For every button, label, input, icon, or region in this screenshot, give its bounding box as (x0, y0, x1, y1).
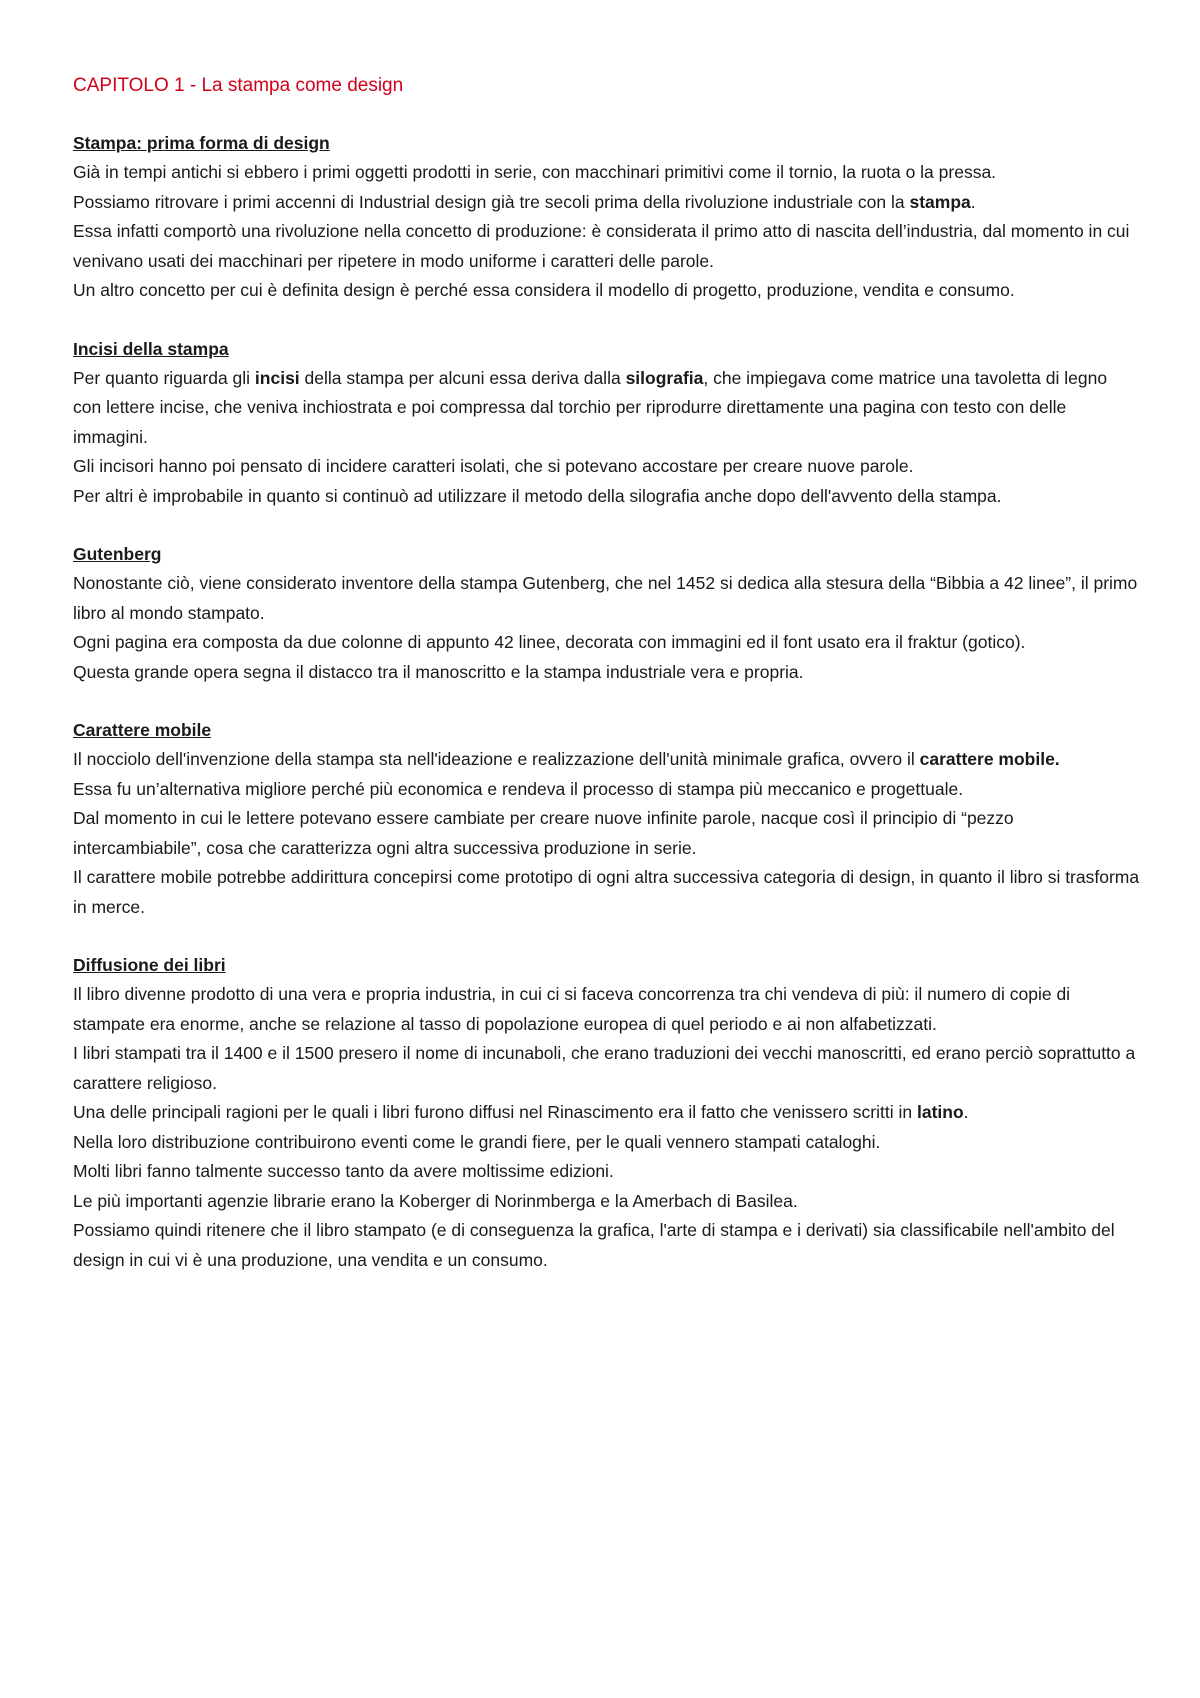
text-run: Molti libri fanno talmente successo tanto da avere moltissime edizioni. (73, 1161, 614, 1181)
section (73, 540, 1140, 687)
paragraph (73, 158, 1140, 188)
text-run: , che impiegava come matrice una tavoletta di legno con lettere incise, che veniva inchiostrata e poi compressa dal torchio per riprodurre direttamente una pagina con testo con delle immagini. (73, 367, 1108, 447)
paragraph (73, 1216, 1140, 1275)
text-run: Dal momento in cui le lettere potevano essere cambiate per creare nuove infinite parole, nacque così il principio di “pezzo intercambiabile”, cosa che caratterizza ogni altra successiva produzione in serie. (73, 808, 1014, 858)
section (73, 129, 1140, 306)
paragraph (73, 628, 1140, 658)
bold-text: silografia (625, 367, 704, 388)
text-run: Già in tempi antichi si ebbero i primi oggetti prodotti in serie, con macchinari primitivi come il tornio, la ruota o la pressa. (73, 162, 997, 182)
paragraph (73, 1098, 1140, 1128)
text-run: Per quanto riguarda gli (73, 367, 255, 388)
text-run: Le più importanti agenzie librarie erano la Koberger di Norinmberga e la Amerbach di Basilea. (73, 1190, 798, 1211)
paragraph (73, 863, 1140, 922)
text-run: . (963, 1102, 969, 1122)
paragraph (73, 364, 1140, 453)
section (73, 951, 1140, 1275)
text-run: della stampa per alcuni essa deriva dalla (299, 367, 626, 388)
paragraph (73, 1039, 1140, 1098)
section (73, 716, 1140, 922)
bold-text: incisi (254, 367, 300, 388)
text-run: Il nocciolo dell'invenzione della stampa sta nell'ideazione e realizzazione dell'unità minimale grafica, ovvero il (73, 749, 920, 769)
text-run: Il carattere mobile potrebbe addirittura concepirsi come prototipo di ogni altra successiva categoria di design, in quanto il libro si trasforma in merce. (73, 867, 1140, 917)
text-run: Per altri è improbabile in quanto si continuò ad utilizzare il metodo della silografia anche dopo dell'avvento della stampa. (73, 485, 1002, 506)
text-run: Una delle principali ragioni per le quali i libri furono diffusi nel Rinascimento era il fatto che venissero scritti in (73, 1102, 917, 1122)
text-run: Possiamo ritrovare i primi accenni di Industrial design già tre secoli prima della rivoluzione industriale con la (73, 191, 910, 212)
section-heading: Gutenberg (73, 544, 162, 564)
text-run: Il libro divenne prodotto di una vera e propria industria, in cui ci si faceva concorrenza tra chi vendeva di più: il numero di copie di stampate era enorme, anche se relazione al tasso di popolazione europea di quel periodo e ai non alfabetizzati. (73, 984, 1071, 1034)
paragraph (73, 452, 1140, 482)
section (73, 335, 1140, 512)
paragraph (73, 276, 1140, 306)
text-run: Essa fu un’alternativa migliore perché più economica e rendeva il processo di stampa più meccanico e progettuale. (73, 778, 964, 799)
text-run: Un altro concetto per cui è definita design è perché essa considera il modello di progetto, produzione, vendita e consumo. (73, 280, 1015, 300)
paragraph (73, 482, 1140, 512)
paragraph (73, 980, 1140, 1039)
paragraph (73, 658, 1140, 688)
chapter-title: CAPITOLO 1 - La stampa come design (73, 75, 404, 96)
text-run: Nella loro distribuzione contribuirono eventi come le grandi fiere, per le quali vennero stampati cataloghi. (73, 1131, 881, 1152)
section-heading: Diffusione dei libri (73, 955, 226, 975)
text-run: Essa infatti comportò una rivoluzione nella concetto di produzione: è considerata il primo atto di nascita dell’industria, dal momento in cui venivano usati dei macchinari per ripetere in modo uniforme i caratteri delle parole. (73, 221, 1130, 271)
paragraph (73, 569, 1140, 628)
paragraph (73, 217, 1140, 276)
paragraph (73, 1157, 1140, 1187)
document-body (73, 129, 1140, 1275)
bold-text: latino (916, 1102, 964, 1122)
section-heading: Carattere mobile (73, 720, 212, 740)
text-run: Gli incisori hanno poi pensato di incidere caratteri isolati, che si potevano accostare per creare nuove parole. (73, 456, 914, 476)
text-run: I libri stampati tra il 1400 e il 1500 presero il nome di incunaboli, che erano traduzioni dei vecchi manoscritti, ed erano perciò soprattutto a carattere religioso. (73, 1043, 1136, 1093)
paragraph (73, 775, 1140, 805)
text-run: Possiamo quindi ritenere che il libro stampato (e di conseguenza la grafica, l'arte di stampa e i derivati) sia classificabile nell'ambito del design in cui vi è una produzione, una vendita e un consumo. (73, 1220, 1115, 1270)
paragraph (73, 188, 1140, 218)
text-run: Ogni pagina era composta da due colonne di appunto 42 linee, decorata con immagini ed il font usato era il fraktur (gotico). (73, 632, 1026, 652)
paragraph (73, 1128, 1140, 1158)
paragraph (73, 745, 1140, 775)
section-heading: Stampa: prima forma di design (73, 133, 330, 153)
bold-text: stampa (909, 191, 971, 212)
text-run: Questa grande opera segna il distacco tra il manoscritto e la stampa industriale vera e propria. (73, 661, 804, 682)
section-heading: Incisi della stampa (73, 338, 229, 359)
paragraph (73, 804, 1140, 863)
paragraph (73, 1187, 1140, 1217)
text-run: Nonostante ciò, viene considerato inventore della stampa Gutenberg, che nel 1452 si dedica alla stesura della “Bibbia a 42 linee”, il primo libro al mondo stampato. (73, 573, 1138, 623)
bold-text: carattere mobile. (919, 749, 1060, 769)
text-run: . (970, 191, 976, 212)
